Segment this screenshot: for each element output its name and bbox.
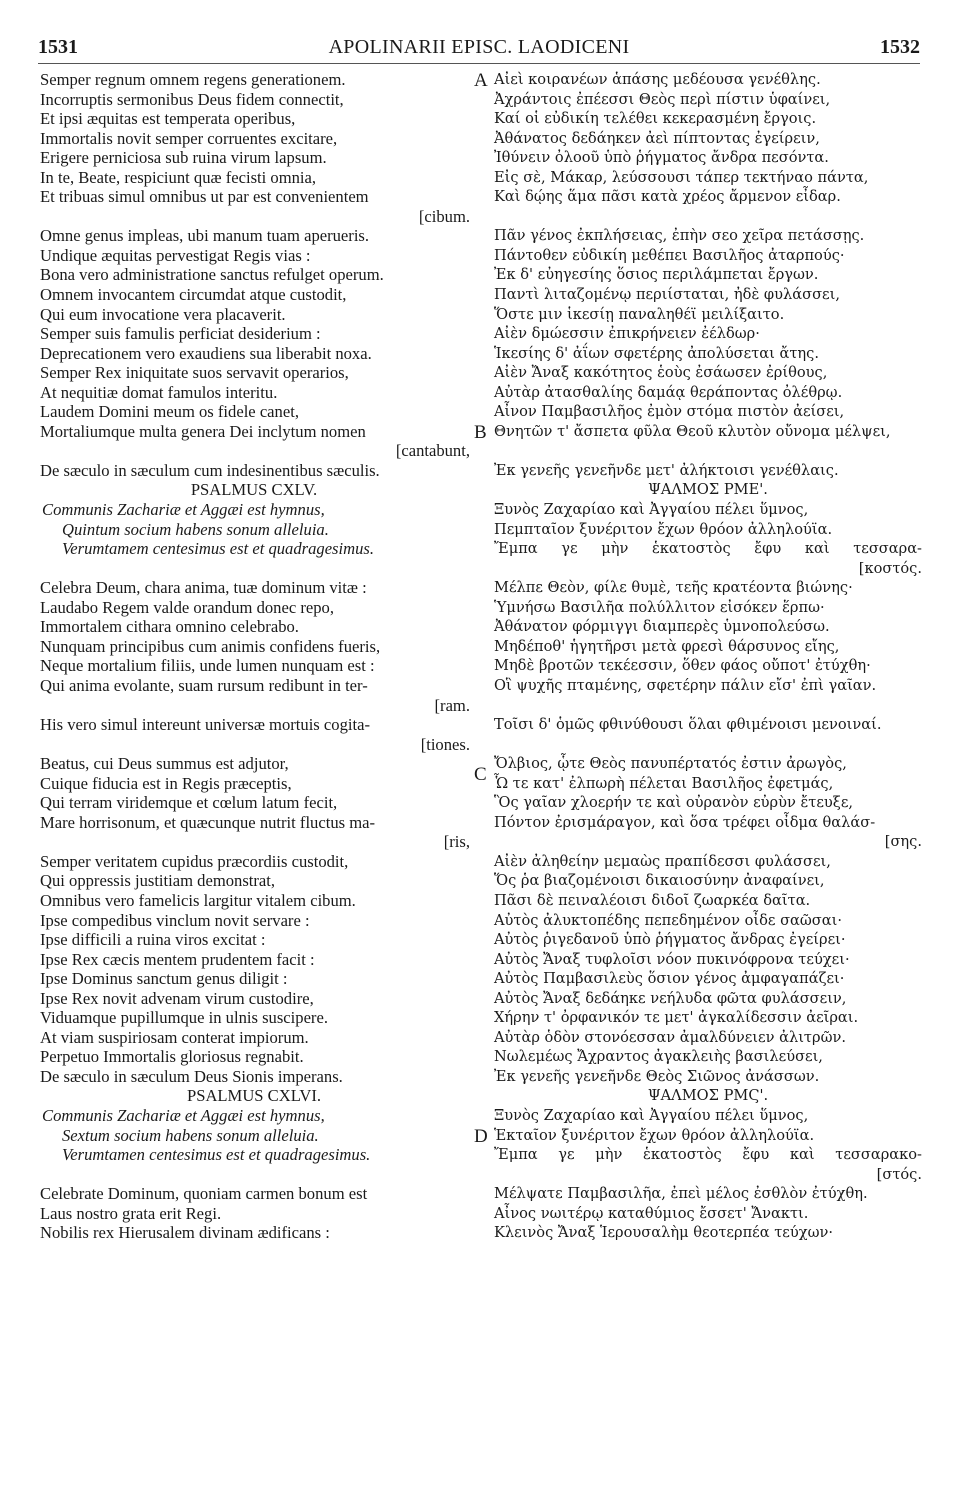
greek-line-18: Θνητῶν τ' ἄσπετα φῦλα Θεοῦ κλυτὸν οὔνομα μέλψει, [494,422,891,440]
greek-line-15: Αἰὲν Ἄναξ κακότητος ἑοὺς ἐσάωσεν ἐρίθους, [494,364,828,382]
latin-sub2-55: Verumtamen centesimus est et quadragesimus. [62,1145,371,1165]
latin-line-9: Undique æquitas pervestigat Regis vias : [40,245,311,265]
latin-line-44: Ipse difficili a ruina viros excitat : [40,930,266,950]
greek-line-59: Κλεινὸς Ἄναξ Ἱερουσαλὴμ θεοτερπέα τεύχων· [494,1224,833,1242]
section-marker-a: A [474,70,488,91]
latin-gap-25 [40,559,470,579]
latin-cont-32: [ram. [434,695,470,715]
latin-line-37: Qui terram viridemque et cœlum latum fecit, [40,793,338,813]
running-title: APOLINARII EPISC. LAODICENI [328,36,630,58]
greek-line-26: Μέλπε Θεὸν, φίλε θυμὲ, τεῆς κρατέοντα βιώνης· [494,579,853,597]
latin-line-31: Qui anima evolante, suam rursum redibunt in ter- [40,675,368,695]
greek-line-33: Τοῖσι δ' ὁμῶς φθινύθουσι ὅλαι φθιμένοισι μενοιναί. [494,716,882,734]
latin-sub1-22: Communis Zachariæ et Aggæi est hymnus, [42,500,325,520]
greek-line-1: Ἀχράντοις ἐπέεσσι Θεὸς περὶ πίστιν ὑφαίνει, [494,90,831,108]
greek-just-55: Ἔμπα γε μὴν ἑκατοστὸς ἔφυ καὶ τεσσαρακο- [494,1146,922,1164]
latin-line-45: Ipse Rex cæcis mentem prudentem facit : [40,949,315,969]
latin-line-58: Laus nostro grata erit Regi. [40,1203,222,1223]
latin-gap-56 [40,1165,470,1185]
latin-line-20: De sæculo in sæculum cum indesinentibus sæculis. [40,460,380,480]
latin-line-27: Laudabo Regem valde orandum donec repo, [40,597,334,617]
latin-line-14: Deprecationem vero exaudiens sua liberabit noxa. [40,343,372,363]
latin-line-8: Omne genus impleas, ubi manum tuam aperueris. [40,226,370,246]
greek-cont-25: [κοστός. [858,559,922,577]
latin-line-4: Erigere perniciosa sub ruina virum lapsum. [40,148,327,168]
page-header [38,36,920,62]
greek-line-10: Ἐκ δ' εὐηγεσίης ὅσιος περιλάμπεται ἔργων. [494,266,819,284]
latin-line-46: Ipse Dominus sanctum genus diligit : [40,969,288,989]
greek-line-16: Αὐτὰρ ἀτασθαλίης δαμάᾳ θεράποντας ὀλέθρῳ. [494,383,843,401]
greek-line-27: Ὑμνήσω Βασιλῆα πολύλλιτον εἰσόκεν ἕρπω· [494,598,825,616]
greek-line-2: Καί οἱ εὐδικίη τελέθει κεκερασμένη ἔργοις. [494,110,817,128]
greek-line-50: Νωλεμέως Ἄχραντος ἀγακλειὴς βασιλεύσει, [494,1048,823,1066]
greek-line-53: Ξυνὸς Ζαχαρίαο καὶ Ἀγγαίου πέλει ὕμνος, [494,1106,809,1124]
latin-line-40: Semper veritatem cupidus præcordiis custodit, [40,851,349,871]
greek-line-46: Αὐτὸς Παμβασιλεὺς ὅσιον γένος ἀμφαγαπάζει· [494,970,845,988]
latin-line-49: At viam suspiriosam conterat impiorum. [40,1027,309,1047]
latin-line-5: In te, Beate, respiciunt quæ fecisti omnia, [40,167,317,187]
latin-line-13: Semper suis famulis perficiat desiderium : [40,324,321,344]
latin-cont-34: [tiones. [420,734,470,754]
greek-line-38: Πόντον ἐρισμάραγον, καὶ ὅσα τρέφει οἶδμα θαλάσ- [494,813,876,831]
greek-line-5: Εἰς σὲ, Μάκαρ, λεύσσουσι τάπερ τεκτήναο πάντα, [494,168,869,186]
greek-line-20: Ἐκ γενεῆς γενεῆνδε μετ' ἀλήκτοισι γενέθλαις. [494,461,839,479]
greek-line-48: Χήρην τ' ὀρφανικόν τε μετ' ἀγκαλίδεσσιν ἀεῖραι. [494,1009,859,1027]
greek-line-40: Αἰὲν ἀληθείην μεμαὼς πραπίδεσσι φυλάσσει, [494,852,831,870]
greek-line-12: Ὅστε μιν ἱκεσίῃ παναληθέϊ μειλίξαιτο. [494,305,785,323]
greek-line-42: Πᾶσι δὲ πειναλέοισι διδοῖ ζωαρκέα δαῖτα. [494,891,811,909]
section-marker-d: D [474,1126,488,1147]
greek-gap-34 [494,735,922,755]
greek-line-51: Ἐκ γενεῆς γενεῆνδε Θεὸς Σιῶνος ἀνάσσων. [494,1067,820,1085]
latin-line-38: Mare horrisonum, et quæcunque nutrit fluctus ma- [40,812,376,832]
greek-line-23: Πεμπταῖον ξυνέριτον ἔχων θρόον ἀλληλούϊα. [494,520,833,538]
greek-line-28: Ἀθάνατον φόρμιγγι διαμπερὲς ὑμνοπολεύσω. [494,618,830,636]
latin-line-18: Mortaliumque multa genera Dei inclytum nomen [40,421,366,441]
greek-line-54: Ἑκταῖον ξυνέριτον ἔχων θρόον ἀλληλούϊα. [494,1126,815,1144]
greek-just-24: Ἔμπα γε μὴν ἑκατοστὸς ἔφυ καὶ τεσσαρα- [494,540,922,558]
latin-line-36: Cuique fiducia est in Regis præceptis, [40,773,292,793]
greek-line-37: Ὃς γαῖαν χλοερήν τε καὶ οὐρανὸν εὐρὺν ἔτευξε, [494,794,854,812]
latin-line-6: Et tribuas simul omnibus ut par est convenientem [40,187,369,207]
greek-line-57: Μέλψατε Παμβασιλῆα, ἐπεὶ μέλος ἐσθλὸν ἐτύχθη. [494,1185,868,1203]
latin-line-51: De sæculo in sæculum Deus Sionis imperans. [40,1066,343,1086]
latin-cont-19: [cantabunt, [395,441,470,461]
greek-line-6: Καὶ δῴης ἅμα πᾶσι κατὰ χρέος ἄρμενον εἶδαρ. [494,188,841,206]
greek-line-0: Αἰεὶ κοιρανέων ἁπάσης μεδέουσα γενέθλης. [494,71,821,88]
latin-sub2-23: Quintum socium habens sonum alleluia. [62,519,329,539]
right-page-number: 1532 [880,36,920,58]
greek-line-31: Οἳ ψυχῆς πταμένης, σφετέρην πάλιν εἴσ' ἐπὶ γαῖαν. [494,676,877,694]
greek-cont-39: [σης. [884,833,922,851]
greek-line-29: Μηδέποθ' ἡγητῆρσι μετὰ φρεσὶ θάρσυνος εἴης, [494,637,840,655]
latin-line-43: Ipse compedibus vinclum novit servare : [40,910,310,930]
greek-line-8: Πᾶν γένος ἐκπλήσειας, ἐπὴν σεο χεῖρα πετάσσῃς. [494,227,865,245]
section-marker-b: B [474,422,487,443]
latin-line-35: Beatus, cui Deus summus est adjutor, [40,754,289,774]
greek-line-36: Ὧ τε κατ' ἐλπωρὴ πέλεται Βασιλῆος ἐφετμάς, [494,774,834,792]
latin-line-2: Et ipsi æquitas est temperata operibus, [40,109,296,129]
greek-heading-52: ΨΑΛΜΟΣ ΡΜϚ'. [647,1087,769,1105]
latin-line-26: Celebra Deum, chara anima, tuæ dominum vitæ : [40,578,367,598]
latin-heading-21: PSALMUS CXLV. [190,480,318,500]
greek-line-22: Ξυνὸς Ζαχαρίαο καὶ Ἀγγαίου πέλει ὕμνος, [494,501,809,519]
greek-line-17: Αἶνον Παμβασιλῆος ἐμὸν στόμα πιστὸν ἀείσει, [494,403,845,421]
latin-line-30: Neque mortalium filiis, unde lumen nunquam est : [40,656,375,676]
greek-line-11: Παντὶ λιταζομένῳ περιίσταται, ἠδὲ φυλάσσει, [494,286,840,304]
latin-sub2-24: Verumtamem centesimus est et quadragesimus. [62,539,375,559]
left-page-number: 1531 [38,36,78,58]
latin-line-1: Incorruptis sermonibus Deus fidem connectit, [40,89,344,109]
latin-line-16: At nequitiæ domat famulos interitu. [40,382,278,402]
latin-line-47: Ipse Rex novit advenam virum custodire, [40,988,314,1008]
greek-line-49: Αὐτὰρ ὁδὸν στονόεσσαν ἀμαλδύνειεν ἀλιτρῶν. [494,1028,846,1046]
latin-line-41: Qui oppressis justitiam demonstrat, [40,871,276,891]
latin-line-12: Qui eum invocatione vera placaverit. [40,304,286,324]
latin-line-0: Semper regnum omnem regens generationem. [40,70,346,89]
greek-gap-32 [494,696,922,716]
latin-line-42: Omnibus vero famelicis largitur vitalem cibum. [40,890,356,910]
latin-sub1-53: Communis Zachariæ et Aggæi est hymnus, [42,1105,325,1125]
greek-line-14: Ἱκεσίης δ' ἀΐων σφετέρης ἀπολύσεται ἄτης. [494,344,819,362]
latin-line-50: Perpetuo Immortalis gloriosus regnabit. [40,1047,304,1067]
latin-heading-52: PSALMUS CXLVI. [186,1086,321,1106]
latin-line-11: Omnem invocantem circumdat atque custodit, [40,285,347,305]
greek-line-13: Αἰὲν δμώεσσιν ἐπικρήνειεν ἐέλδωρ· [494,325,760,343]
greek-gap-19 [494,441,922,461]
latin-line-3: Immortalis novit semper corruentes excitare, [40,128,338,148]
greek-line-47: Αὐτὸς Ἄναξ δεδάηκε νεήλυδα φῶτα φυλάσσειν, [494,989,847,1007]
greek-line-45: Αὐτὸς Ἄναξ τυφλοῖσι νόον πυκινόφρονα τεύχει· [494,950,850,968]
greek-line-44: Αὐτὸς ῥιγεδανοῦ ὑπὸ ῥήγματος ἄνδρας ἐγείρει· [494,931,846,949]
header-rule [38,63,920,64]
greek-column [494,70,922,1243]
section-marker-c: C [474,764,487,785]
greek-cont-56: [στός. [876,1165,922,1183]
latin-line-15: Semper Rex iniquitate suos servavit operarios, [40,363,349,383]
greek-line-30: Μηδὲ βροτῶν τεκέεσσιν, ὅθεν φάος οὔποτ' ἐτύχθη· [494,657,871,675]
greek-line-3: Ἀθάνατος δεδάηκεν ἀεὶ πίπτοντας ἐγείρειν, [494,129,820,147]
greek-line-35: Ὄλβιος, ᾧτε Θεὸς πανυπέρτατός ἐστιν ἀρωγὸς, [494,755,847,773]
latin-sub2-54: Sextum socium habens sonum alleluia. [62,1125,319,1145]
greek-line-41: Ὅς ῥα βιαζομένοισι δικαιοσύνην ἀναφαίνει, [494,872,825,890]
latin-line-28: Immortalem cithara omnino celebrabo. [40,617,299,637]
latin-line-17: Laudem Domini meum os fidele canet, [40,402,299,422]
greek-line-4: Ἰθύνειν ὀλοοῦ ὑπὸ ῥήγματος ἄνδρα πεσόντα. [494,149,829,167]
latin-line-33: His vero simul intereunt universæ mortuis cogita- [40,715,370,735]
latin-line-10: Bona vero administratione sanctus refulget operum. [40,265,384,285]
greek-gap-7 [494,207,922,227]
latin-cont-7: [cibum. [418,206,470,226]
greek-line-9: Πάντοθεν εὐδικίη μεθέπει Βασιλῆος ἀταρπούς· [494,246,845,264]
latin-line-48: Viduamque pupillumque in ulnis suscipere. [40,1008,328,1028]
latin-column [38,70,470,1243]
latin-line-57: Celebrate Dominum, quoniam carmen bonum est [40,1184,368,1204]
greek-line-43: Αὐτὸς ἀλυκτοπέδης πεπεδημένον οἶδε σαῶσαι· [494,911,842,929]
greek-line-58: Αἶνος νωιτέρῳ καταθύμιος ἔσσετ' Ἄνακτι. [494,1204,809,1222]
latin-line-59: Nobilis rex Hierusalem divinam ædificans : [40,1223,330,1243]
latin-cont-39: [ris, [443,832,470,852]
latin-line-29: Nunquam principibus cum animis confidens fueris, [40,636,381,656]
greek-heading-21: ΨΑΛΜΟΣ ΡΜΕ'. [648,481,768,499]
